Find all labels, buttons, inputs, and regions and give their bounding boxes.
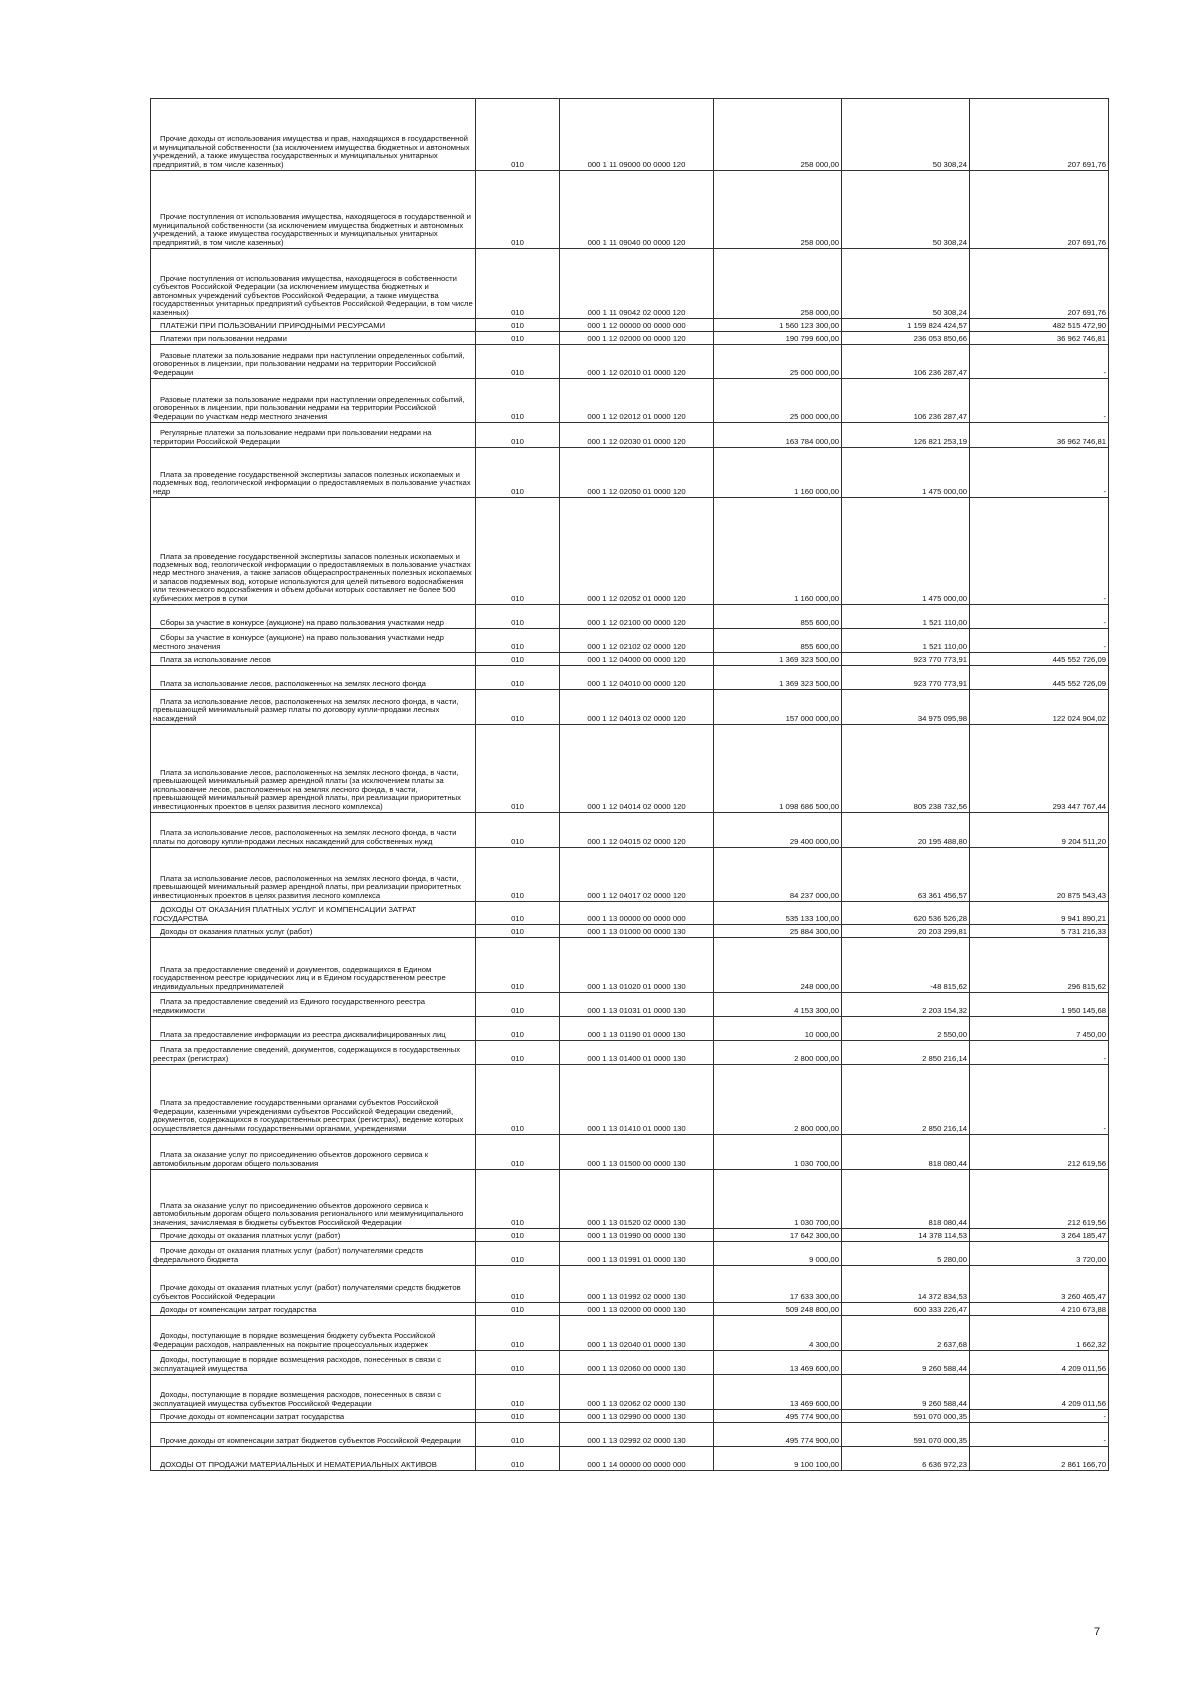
approved-amount-cell: 258 000,00 bbox=[714, 249, 842, 319]
line-code-cell: 010 bbox=[476, 1447, 560, 1471]
budget-code-cell: 000 1 12 00000 00 0000 000 bbox=[560, 319, 714, 332]
approved-amount-cell: 4 300,00 bbox=[714, 1316, 842, 1351]
line-code-cell: 010 bbox=[476, 1017, 560, 1041]
budget-code-cell: 000 1 12 02000 00 0000 120 bbox=[560, 332, 714, 345]
approved-amount-cell: 25 000 000,00 bbox=[714, 345, 842, 379]
income-name-cell: Прочие доходы от оказания платных услуг (работ) bbox=[151, 1229, 476, 1242]
table-row bbox=[151, 690, 1109, 725]
approved-amount-cell: 258 000,00 bbox=[714, 171, 842, 249]
executed-amount-cell: 106 236 287,47 bbox=[842, 379, 970, 423]
executed-amount-cell: 14 372 834,53 bbox=[842, 1266, 970, 1303]
income-name-cell: Регулярные платежи за пользование недрами при пользовании недрами на территории Российской Федерации bbox=[151, 423, 476, 448]
unexecuted-amount-cell: 212 619,56 bbox=[970, 1135, 1109, 1170]
budget-code-cell: 000 1 13 01020 01 0000 130 bbox=[560, 938, 714, 993]
unexecuted-amount-cell: 36 962 746,81 bbox=[970, 423, 1109, 448]
executed-amount-cell: 2 203 154,32 bbox=[842, 993, 970, 1017]
line-code-cell: 010 bbox=[476, 1375, 560, 1410]
line-code-cell: 010 bbox=[476, 1229, 560, 1242]
income-name-cell: Доходы от оказания платных услуг (работ) bbox=[151, 925, 476, 938]
executed-amount-cell: 591 070 000,35 bbox=[842, 1423, 970, 1447]
line-code-cell: 010 bbox=[476, 725, 560, 813]
line-code-cell: 010 bbox=[476, 379, 560, 423]
budget-code-cell: 000 1 11 09042 02 0000 120 bbox=[560, 249, 714, 319]
approved-amount-cell: 258 000,00 bbox=[714, 99, 842, 171]
approved-amount-cell: 10 000,00 bbox=[714, 1017, 842, 1041]
approved-amount-cell: 495 774 900,00 bbox=[714, 1423, 842, 1447]
budget-code-cell: 000 1 14 00000 00 0000 000 bbox=[560, 1447, 714, 1471]
line-code-cell: 010 bbox=[476, 902, 560, 925]
budget-code-cell: 000 1 11 09000 00 0000 120 bbox=[560, 99, 714, 171]
unexecuted-amount-cell: - bbox=[970, 379, 1109, 423]
unexecuted-amount-cell: 4 209 011,56 bbox=[970, 1351, 1109, 1375]
approved-amount-cell: 1 030 700,00 bbox=[714, 1135, 842, 1170]
executed-amount-cell: 126 821 253,19 bbox=[842, 423, 970, 448]
line-code-cell: 010 bbox=[476, 319, 560, 332]
unexecuted-amount-cell: - bbox=[970, 1423, 1109, 1447]
unexecuted-amount-cell: 36 962 746,81 bbox=[970, 332, 1109, 345]
income-name-cell: Доходы, поступающие в порядке возмещения бюджету субъекта Российской Федерации расходов, направленных на покрытие процессуальных издержек bbox=[151, 1316, 476, 1351]
income-name-cell: Плата за оказание услуг по присоединению объектов дорожного сервиса к автомобильным дорогам общего пользования регионального или межмуниципального значения, зачисляемая в бюджеты субъектов Российской Федерации bbox=[151, 1170, 476, 1229]
executed-amount-cell: 1 475 000,00 bbox=[842, 498, 970, 605]
table-row bbox=[151, 925, 1109, 938]
income-name-cell: Плата за использование лесов, расположенных на землях лесного фонда, в части платы по договору купли-продажи лесных насаждений для собственных нужд bbox=[151, 813, 476, 848]
unexecuted-amount-cell: 3 720,00 bbox=[970, 1242, 1109, 1266]
table-row bbox=[151, 653, 1109, 666]
income-name-cell: Прочие доходы от компенсации затрат государства bbox=[151, 1410, 476, 1423]
approved-amount-cell: 4 153 300,00 bbox=[714, 993, 842, 1017]
budget-code-cell: 000 1 13 01400 01 0000 130 bbox=[560, 1041, 714, 1065]
approved-amount-cell: 25 000 000,00 bbox=[714, 379, 842, 423]
executed-amount-cell: 20 195 488,80 bbox=[842, 813, 970, 848]
approved-amount-cell: 1 160 000,00 bbox=[714, 498, 842, 605]
line-code-cell: 010 bbox=[476, 925, 560, 938]
unexecuted-amount-cell: 207 691,76 bbox=[970, 249, 1109, 319]
approved-amount-cell: 855 600,00 bbox=[714, 605, 842, 629]
approved-amount-cell: 855 600,00 bbox=[714, 629, 842, 653]
table-row bbox=[151, 423, 1109, 448]
unexecuted-amount-cell: 2 861 166,70 bbox=[970, 1447, 1109, 1471]
executed-amount-cell: 236 053 850,66 bbox=[842, 332, 970, 345]
executed-amount-cell: 818 080,44 bbox=[842, 1135, 970, 1170]
table-row bbox=[151, 813, 1109, 848]
unexecuted-amount-cell: 9 204 511,20 bbox=[970, 813, 1109, 848]
table-row bbox=[151, 448, 1109, 498]
table-row bbox=[151, 498, 1109, 605]
approved-amount-cell: 29 400 000,00 bbox=[714, 813, 842, 848]
report-sheet bbox=[150, 98, 1108, 1471]
executed-amount-cell: 600 333 226,47 bbox=[842, 1303, 970, 1316]
line-code-cell: 010 bbox=[476, 1242, 560, 1266]
executed-amount-cell: -48 815,62 bbox=[842, 938, 970, 993]
executed-amount-cell: 1 521 110,00 bbox=[842, 629, 970, 653]
budget-code-cell: 000 1 11 09040 00 0000 120 bbox=[560, 171, 714, 249]
table-row bbox=[151, 993, 1109, 1017]
unexecuted-amount-cell: 293 447 767,44 bbox=[970, 725, 1109, 813]
unexecuted-amount-cell: 4 210 673,88 bbox=[970, 1303, 1109, 1316]
income-name-cell: Плата за использование лесов, расположенных на землях лесного фонда, в части, превышающей минимальный размер арендной платы, при реализации приоритетных инвестиционных проектов в целях развития лесного комплекса bbox=[151, 848, 476, 902]
table-row bbox=[151, 902, 1109, 925]
approved-amount-cell: 495 774 900,00 bbox=[714, 1410, 842, 1423]
budget-code-cell: 000 1 12 04013 02 0000 120 bbox=[560, 690, 714, 725]
approved-amount-cell: 25 884 300,00 bbox=[714, 925, 842, 938]
line-code-cell: 010 bbox=[476, 666, 560, 690]
executed-amount-cell: 923 770 773,91 bbox=[842, 666, 970, 690]
income-name-cell: Плата за предоставление сведений и документов, содержащихся в Едином государственном реестре юридических лиц и в Едином государственном реестре индивидуальных предпринимателей bbox=[151, 938, 476, 993]
executed-amount-cell: 1 521 110,00 bbox=[842, 605, 970, 629]
unexecuted-amount-cell: - bbox=[970, 1065, 1109, 1135]
line-code-cell: 010 bbox=[476, 332, 560, 345]
line-code-cell: 010 bbox=[476, 345, 560, 379]
line-code-cell: 010 bbox=[476, 993, 560, 1017]
table-row bbox=[151, 1229, 1109, 1242]
approved-amount-cell: 535 133 100,00 bbox=[714, 902, 842, 925]
unexecuted-amount-cell: - bbox=[970, 498, 1109, 605]
budget-code-cell: 000 1 12 04010 00 0000 120 bbox=[560, 666, 714, 690]
table-row bbox=[151, 725, 1109, 813]
income-name-cell: Прочие доходы от компенсации затрат бюджетов субъектов Российской Федерации bbox=[151, 1423, 476, 1447]
executed-amount-cell: 2 850 216,14 bbox=[842, 1065, 970, 1135]
income-name-cell: Доходы от компенсации затрат государства bbox=[151, 1303, 476, 1316]
revenue-table-body bbox=[151, 99, 1109, 1471]
table-row bbox=[151, 938, 1109, 993]
executed-amount-cell: 63 361 456,57 bbox=[842, 848, 970, 902]
table-row bbox=[151, 1375, 1109, 1410]
unexecuted-amount-cell: 445 552 726,09 bbox=[970, 653, 1109, 666]
budget-code-cell: 000 1 13 02990 00 0000 130 bbox=[560, 1410, 714, 1423]
income-name-cell: Плата за предоставление государственными органами субъектов Российской Федерации, казенными учреждениями субъектов Российской Федерации сведений, документов, содержащихся в государственных реестрах (регистрах), ведение которых осуществляется данными государственными органами, учреждениями bbox=[151, 1065, 476, 1135]
approved-amount-cell: 248 000,00 bbox=[714, 938, 842, 993]
income-name-cell: Сборы за участие в конкурсе (аукционе) на право пользования участками недр местного значения bbox=[151, 629, 476, 653]
executed-amount-cell: 1 159 824 424,57 bbox=[842, 319, 970, 332]
line-code-cell: 010 bbox=[476, 1135, 560, 1170]
unexecuted-amount-cell: 3 264 185,47 bbox=[970, 1229, 1109, 1242]
approved-amount-cell: 1 030 700,00 bbox=[714, 1170, 842, 1229]
line-code-cell: 010 bbox=[476, 1423, 560, 1447]
budget-code-cell: 000 1 12 02100 00 0000 120 bbox=[560, 605, 714, 629]
income-name-cell: Плата за использование лесов bbox=[151, 653, 476, 666]
line-code-cell: 010 bbox=[476, 1266, 560, 1303]
unexecuted-amount-cell: 207 691,76 bbox=[970, 99, 1109, 171]
executed-amount-cell: 2 637,68 bbox=[842, 1316, 970, 1351]
budget-code-cell: 000 1 13 02040 01 0000 130 bbox=[560, 1316, 714, 1351]
unexecuted-amount-cell: 20 875 543,43 bbox=[970, 848, 1109, 902]
budget-code-cell: 000 1 13 01410 01 0000 130 bbox=[560, 1065, 714, 1135]
table-row bbox=[151, 1447, 1109, 1471]
unexecuted-amount-cell: 4 209 011,56 bbox=[970, 1375, 1109, 1410]
budget-code-cell: 000 1 12 02012 01 0000 120 bbox=[560, 379, 714, 423]
line-code-cell: 010 bbox=[476, 1351, 560, 1375]
approved-amount-cell: 1 160 000,00 bbox=[714, 448, 842, 498]
line-code-cell: 010 bbox=[476, 171, 560, 249]
approved-amount-cell: 9 000,00 bbox=[714, 1242, 842, 1266]
table-row bbox=[151, 249, 1109, 319]
line-code-cell: 010 bbox=[476, 448, 560, 498]
income-name-cell: Плата за предоставление сведений, документов, содержащихся в государственных реестрах (регистрах) bbox=[151, 1041, 476, 1065]
table-row bbox=[151, 1065, 1109, 1135]
unexecuted-amount-cell: - bbox=[970, 448, 1109, 498]
line-code-cell: 010 bbox=[476, 1303, 560, 1316]
income-name-cell: Плата за предоставление сведений из Единого государственного реестра недвижимости bbox=[151, 993, 476, 1017]
approved-amount-cell: 163 784 000,00 bbox=[714, 423, 842, 448]
income-name-cell: Доходы, поступающие в порядке возмещения расходов, понесенных в связи с эксплуатацией имущества субъектов Российской Федерации bbox=[151, 1375, 476, 1410]
executed-amount-cell: 2 850 216,14 bbox=[842, 1041, 970, 1065]
line-code-cell: 010 bbox=[476, 1065, 560, 1135]
budget-code-cell: 000 1 13 02000 00 0000 130 bbox=[560, 1303, 714, 1316]
approved-amount-cell: 1 098 686 500,00 bbox=[714, 725, 842, 813]
budget-code-cell: 000 1 13 01031 01 0000 130 bbox=[560, 993, 714, 1017]
budget-code-cell: 000 1 12 02052 01 0000 120 bbox=[560, 498, 714, 605]
budget-code-cell: 000 1 12 02010 01 0000 120 bbox=[560, 345, 714, 379]
line-code-cell: 010 bbox=[476, 249, 560, 319]
unexecuted-amount-cell: 207 691,76 bbox=[970, 171, 1109, 249]
executed-amount-cell: 106 236 287,47 bbox=[842, 345, 970, 379]
budget-code-cell: 000 1 13 01500 00 0000 130 bbox=[560, 1135, 714, 1170]
unexecuted-amount-cell: - bbox=[970, 1410, 1109, 1423]
budget-code-cell: 000 1 12 04017 02 0000 120 bbox=[560, 848, 714, 902]
income-name-cell: Доходы, поступающие в порядке возмещения расходов, понесенных в связи с эксплуатацией имущества bbox=[151, 1351, 476, 1375]
income-name-cell: Прочие доходы от оказания платных услуг (работ) получателями средств федерального бюджета bbox=[151, 1242, 476, 1266]
line-code-cell: 010 bbox=[476, 1410, 560, 1423]
executed-amount-cell: 50 308,24 bbox=[842, 99, 970, 171]
approved-amount-cell: 157 000 000,00 bbox=[714, 690, 842, 725]
income-name-cell: Прочие доходы от оказания платных услуг (работ) получателями средств бюджетов субъектов Российской Федерации bbox=[151, 1266, 476, 1303]
income-name-cell: Платежи при пользовании недрами bbox=[151, 332, 476, 345]
income-name-cell: Разовые платежи за пользование недрами при наступлении определенных событий, оговоренных в лицензии, при пользовании недрами на территории Российской Федерации по участкам недр местного значения bbox=[151, 379, 476, 423]
line-code-cell: 010 bbox=[476, 498, 560, 605]
budget-code-cell: 000 1 13 02060 00 0000 130 bbox=[560, 1351, 714, 1375]
table-row bbox=[151, 666, 1109, 690]
unexecuted-amount-cell: 445 552 726,09 bbox=[970, 666, 1109, 690]
approved-amount-cell: 1 369 323 500,00 bbox=[714, 653, 842, 666]
unexecuted-amount-cell: 5 731 216,33 bbox=[970, 925, 1109, 938]
approved-amount-cell: 1 369 323 500,00 bbox=[714, 666, 842, 690]
table-row bbox=[151, 379, 1109, 423]
table-row bbox=[151, 1410, 1109, 1423]
income-name-cell: ДОХОДЫ ОТ ПРОДАЖИ МАТЕРИАЛЬНЫХ И НЕМАТЕРИАЛЬНЫХ АКТИВОВ bbox=[151, 1447, 476, 1471]
table-row bbox=[151, 1316, 1109, 1351]
line-code-cell: 010 bbox=[476, 938, 560, 993]
income-name-cell: Прочие поступления от использования имущества, находящегося в государственной и муниципальной собственности (за исключением имущества бюджетных и автономных учреждений, а также имущества государственных и муниципальных унитарных предприятий, в том числе казенных) bbox=[151, 171, 476, 249]
approved-amount-cell: 13 469 600,00 bbox=[714, 1351, 842, 1375]
table-row bbox=[151, 1135, 1109, 1170]
approved-amount-cell: 1 560 123 300,00 bbox=[714, 319, 842, 332]
budget-code-cell: 000 1 13 01000 00 0000 130 bbox=[560, 925, 714, 938]
revenue-table bbox=[150, 98, 1109, 1471]
unexecuted-amount-cell: 1 662,32 bbox=[970, 1316, 1109, 1351]
unexecuted-amount-cell: 482 515 472,90 bbox=[970, 319, 1109, 332]
income-name-cell: Прочие доходы от использования имущества и прав, находящихся в государственной и муниципальной собственности (за исключением имущества бюджетных и автономных учреждений, а также имущества государственных и муниципальных унитарных предприятий, в том числе казенных) bbox=[151, 99, 476, 171]
approved-amount-cell: 17 633 300,00 bbox=[714, 1266, 842, 1303]
budget-code-cell: 000 1 12 04015 02 0000 120 bbox=[560, 813, 714, 848]
income-name-cell: Плата за оказание услуг по присоединению объектов дорожного сервиса к автомобильным дорогам общего пользования bbox=[151, 1135, 476, 1170]
unexecuted-amount-cell: - bbox=[970, 345, 1109, 379]
budget-code-cell: 000 1 12 04014 02 0000 120 bbox=[560, 725, 714, 813]
line-code-cell: 010 bbox=[476, 423, 560, 448]
budget-code-cell: 000 1 13 00000 00 0000 000 bbox=[560, 902, 714, 925]
line-code-cell: 010 bbox=[476, 653, 560, 666]
budget-code-cell: 000 1 13 01992 02 0000 130 bbox=[560, 1266, 714, 1303]
executed-amount-cell: 20 203 299,81 bbox=[842, 925, 970, 938]
table-row bbox=[151, 629, 1109, 653]
budget-code-cell: 000 1 12 04000 00 0000 120 bbox=[560, 653, 714, 666]
budget-code-cell: 000 1 13 01991 01 0000 130 bbox=[560, 1242, 714, 1266]
executed-amount-cell: 923 770 773,91 bbox=[842, 653, 970, 666]
income-name-cell: Плата за проведение государственной экспертизы запасов полезных ископаемых и подземных вод, геологической информации о предоставляемых в пользование участках недр bbox=[151, 448, 476, 498]
budget-code-cell: 000 1 13 02992 02 0000 130 bbox=[560, 1423, 714, 1447]
executed-amount-cell: 14 378 114,53 bbox=[842, 1229, 970, 1242]
unexecuted-amount-cell: 212 619,56 bbox=[970, 1170, 1109, 1229]
unexecuted-amount-cell: 122 024 904,02 bbox=[970, 690, 1109, 725]
table-row bbox=[151, 1017, 1109, 1041]
page-number: 7 bbox=[1094, 1626, 1101, 1638]
table-row bbox=[151, 319, 1109, 332]
table-row bbox=[151, 1423, 1109, 1447]
executed-amount-cell: 9 260 588,44 bbox=[842, 1351, 970, 1375]
unexecuted-amount-cell: 1 950 145,68 bbox=[970, 993, 1109, 1017]
unexecuted-amount-cell: - bbox=[970, 1041, 1109, 1065]
line-code-cell: 010 bbox=[476, 1316, 560, 1351]
line-code-cell: 010 bbox=[476, 848, 560, 902]
table-row bbox=[151, 1303, 1109, 1316]
table-row bbox=[151, 1351, 1109, 1375]
table-row bbox=[151, 1041, 1109, 1065]
executed-amount-cell: 6 636 972,23 bbox=[842, 1447, 970, 1471]
approved-amount-cell: 9 100 100,00 bbox=[714, 1447, 842, 1471]
executed-amount-cell: 591 070 000,35 bbox=[842, 1410, 970, 1423]
table-row bbox=[151, 171, 1109, 249]
table-row bbox=[151, 332, 1109, 345]
unexecuted-amount-cell: 3 260 465,47 bbox=[970, 1266, 1109, 1303]
approved-amount-cell: 509 248 800,00 bbox=[714, 1303, 842, 1316]
approved-amount-cell: 190 799 600,00 bbox=[714, 332, 842, 345]
table-row bbox=[151, 1266, 1109, 1303]
table-row bbox=[151, 99, 1109, 171]
table-row bbox=[151, 848, 1109, 902]
executed-amount-cell: 50 308,24 bbox=[842, 171, 970, 249]
income-name-cell: Плата за использование лесов, расположенных на землях лесного фонда, в части, превышающей минимальный размер арендной платы (за исключением платы за использование лесов, расположенных на землях лесного фонда, в части, превышающей минимальный размер арендной платы, при реализации приоритетных инвестиционных проектов в целях развития лесного комплекса) bbox=[151, 725, 476, 813]
unexecuted-amount-cell: 9 941 890,21 bbox=[970, 902, 1109, 925]
unexecuted-amount-cell: - bbox=[970, 605, 1109, 629]
unexecuted-amount-cell: 296 815,62 bbox=[970, 938, 1109, 993]
income-name-cell: Разовые платежи за пользование недрами при наступлении определенных событий, оговоренных в лицензии, при пользовании недрами на территории Российской Федерации bbox=[151, 345, 476, 379]
executed-amount-cell: 818 080,44 bbox=[842, 1170, 970, 1229]
unexecuted-amount-cell: 7 450,00 bbox=[970, 1017, 1109, 1041]
approved-amount-cell: 13 469 600,00 bbox=[714, 1375, 842, 1410]
line-code-cell: 010 bbox=[476, 690, 560, 725]
budget-code-cell: 000 1 13 01520 02 0000 130 bbox=[560, 1170, 714, 1229]
executed-amount-cell: 805 238 732,56 bbox=[842, 725, 970, 813]
line-code-cell: 010 bbox=[476, 629, 560, 653]
line-code-cell: 010 bbox=[476, 1170, 560, 1229]
unexecuted-amount-cell: - bbox=[970, 629, 1109, 653]
executed-amount-cell: 5 280,00 bbox=[842, 1242, 970, 1266]
approved-amount-cell: 17 642 300,00 bbox=[714, 1229, 842, 1242]
table-row bbox=[151, 1170, 1109, 1229]
budget-code-cell: 000 1 13 02062 02 0000 130 bbox=[560, 1375, 714, 1410]
budget-code-cell: 000 1 13 01190 01 0000 130 bbox=[560, 1017, 714, 1041]
income-name-cell: Плата за проведение государственной экспертизы запасов полезных ископаемых и подземных вод, геологической информации о предоставляемых в пользование участках недр местного значения, а также запасов общераспространенных полезных ископаемых и запасов подземных вод, которые используются для целей питьевого водоснабжения или технического водоснабжения и объем добычи которых составляет не более 500 кубических метров в сутки bbox=[151, 498, 476, 605]
table-row bbox=[151, 605, 1109, 629]
executed-amount-cell: 2 550,00 bbox=[842, 1017, 970, 1041]
line-code-cell: 010 bbox=[476, 813, 560, 848]
budget-code-cell: 000 1 12 02030 01 0000 120 bbox=[560, 423, 714, 448]
table-row bbox=[151, 1242, 1109, 1266]
income-name-cell: Плата за предоставление информации из реестра дисквалифицированных лиц bbox=[151, 1017, 476, 1041]
executed-amount-cell: 34 975 095,98 bbox=[842, 690, 970, 725]
executed-amount-cell: 50 308,24 bbox=[842, 249, 970, 319]
line-code-cell: 010 bbox=[476, 99, 560, 171]
income-name-cell: Плата за использование лесов, расположенных на землях лесного фонда bbox=[151, 666, 476, 690]
budget-code-cell: 000 1 13 01990 00 0000 130 bbox=[560, 1229, 714, 1242]
income-name-cell: Плата за использование лесов, расположенных на землях лесного фонда, в части, превышающей минимальный размер платы по договору купли-продажи лесных насаждений bbox=[151, 690, 476, 725]
income-name-cell: Сборы за участие в конкурсе (аукционе) на право пользования участками недр bbox=[151, 605, 476, 629]
income-name-cell: ПЛАТЕЖИ ПРИ ПОЛЬЗОВАНИИ ПРИРОДНЫМИ РЕСУРСАМИ bbox=[151, 319, 476, 332]
approved-amount-cell: 84 237 000,00 bbox=[714, 848, 842, 902]
executed-amount-cell: 620 536 526,28 bbox=[842, 902, 970, 925]
line-code-cell: 010 bbox=[476, 605, 560, 629]
approved-amount-cell: 2 800 000,00 bbox=[714, 1041, 842, 1065]
budget-code-cell: 000 1 12 02050 01 0000 120 bbox=[560, 448, 714, 498]
executed-amount-cell: 1 475 000,00 bbox=[842, 448, 970, 498]
income-name-cell: Прочие поступления от использования имущества, находящегося в собственности субъектов Российской Федерации (за исключением имущества бюджетных и автономных учреждений субъектов Российской Федерации, а также имущества государственных унитарных предприятий субъектов Российской Федерации, в том числе казенных) bbox=[151, 249, 476, 319]
line-code-cell: 010 bbox=[476, 1041, 560, 1065]
table-row bbox=[151, 345, 1109, 379]
executed-amount-cell: 9 260 588,44 bbox=[842, 1375, 970, 1410]
income-name-cell: ДОХОДЫ ОТ ОКАЗАНИЯ ПЛАТНЫХ УСЛУГ И КОМПЕНСАЦИИ ЗАТРАТ ГОСУДАРСТВА bbox=[151, 902, 476, 925]
approved-amount-cell: 2 800 000,00 bbox=[714, 1065, 842, 1135]
budget-code-cell: 000 1 12 02102 02 0000 120 bbox=[560, 629, 714, 653]
